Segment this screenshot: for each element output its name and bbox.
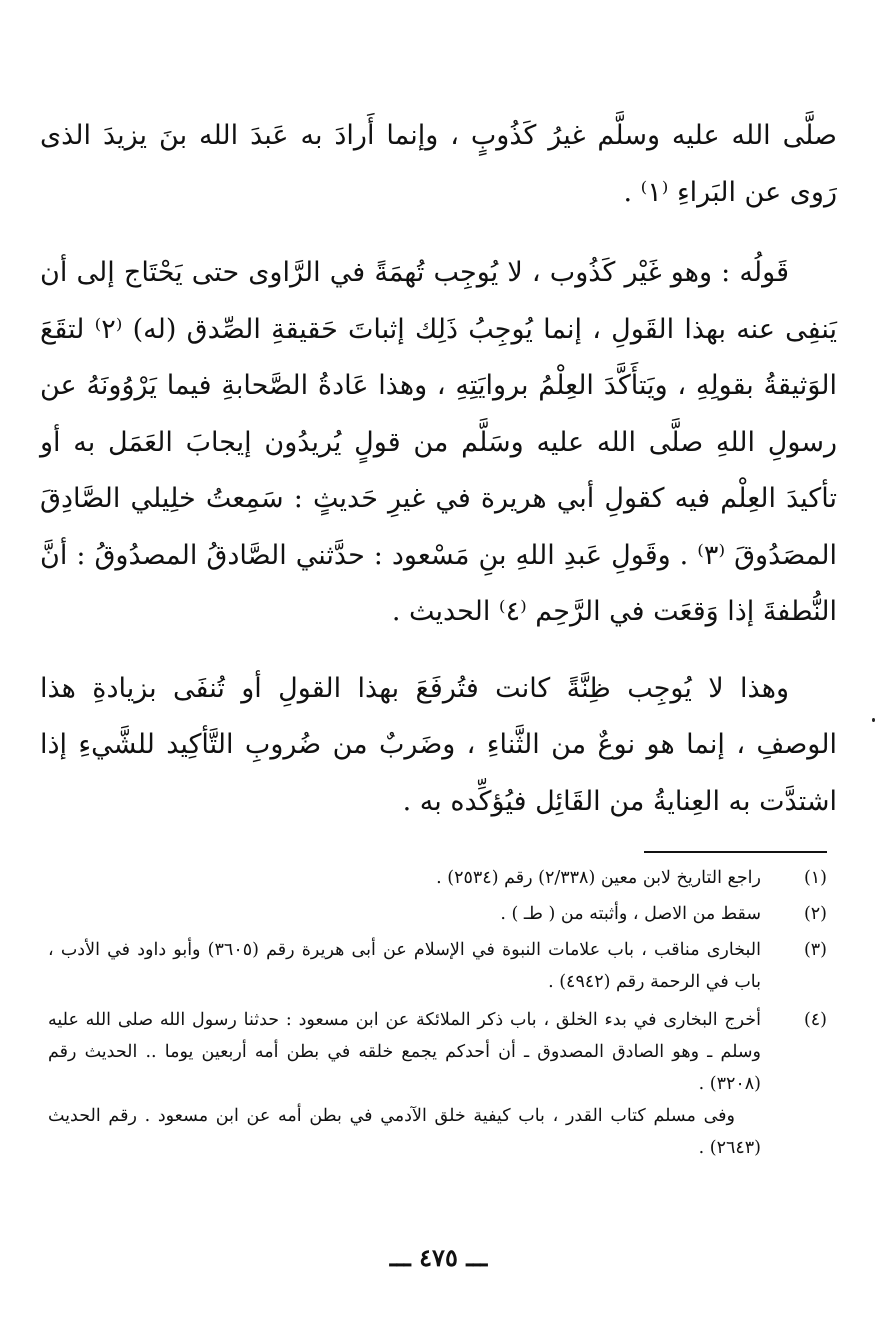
- footnote-number: (٤): [803, 1010, 827, 1030]
- footnote-number: (١): [803, 868, 827, 888]
- footnotes: [48, 862, 827, 1164]
- footnote-4: [48, 1004, 827, 1164]
- footnote-1: [48, 862, 827, 894]
- page-number-dash-right: ـــ: [466, 1243, 488, 1272]
- page-number: [0, 1243, 877, 1272]
- main-text: [40, 108, 837, 830]
- footnote-3: [48, 934, 827, 998]
- footnote-separator: [644, 851, 827, 853]
- scan-speck: [872, 718, 875, 722]
- footnote-text: سقط من الاصل ، وأثبته من ( طـ ) .: [500, 904, 761, 924]
- footnote-text-continued: وفى مسلم كتاب القدر ، باب كيفية خلق الآدمي في بطن أمه عن ابن مسعود . رقم الحديث (٢٦٤٣) .: [48, 1106, 761, 1158]
- footnote-text: أخرج البخارى في بدء الخلق ، باب ذكر الملائكة عن ابن مسعود : حدثنا رسول الله صلى الله عليه وسلم ـ وهو الصادق المصدوق ـ أن أحدكم يجمع خلقه في بطن أمه أربعين يوما .. الحديث رقم (٣٢٠٨) .: [48, 1010, 761, 1094]
- paragraph-1: صلَّى الله عليه وسلَّم غيرُ كَذُوبٍ ، وإنما أَرادَ به عَبدَ الله بنَ يزيدَ الذى رَوى عن البَراءِ ⁽١⁾ .: [40, 120, 837, 208]
- footnote-2: [48, 898, 827, 930]
- footnote-number: (٢): [803, 904, 827, 924]
- page-number-dash-left: ـــ: [389, 1243, 411, 1272]
- paragraph-2: قَولُه : وهو غَيْر كَذُوب ، لا يُوجِب تُهمَةً في الرَّاوى حتى يَحْتَاج إلى أن يَنفِى عنه بهذا القَولِ ، إنما يُوجِبُ ذَلِك إثباتَ حَقيقةِ الصِّدق (له) ⁽٢⁾ لتقَعَ الوَثيقةُ بقولِهِ ، ويَتأَكَّدَ العِلْمُ بروايَتِهِ ، وهذا عَادةُ الصَّحابةِ فيما يَرْوُونَهُ عن رسولِ اللهِ صلَّى الله عليه وسَلَّم من قولٍ يُريدُون إيجابَ العَمَل به أو تأكيدَ العِلْم فيه كقولِ أبي هريرة في غيرِ حَديثٍ : سَمِعتُ خلِيلي الصَّادِقَ المصَدُوقَ ⁽٣⁾ . وقَولِ عَبدِ اللهِ بنِ مَسْعود : حدَّثني الصَّادقُ المصدُوقُ : أنَّ النُّطفةَ إذا وَقعَت في الرَّحِم ⁽٤⁾ الحديث .: [40, 257, 837, 627]
- footnote-text: البخارى مناقب ، باب علامات النبوة في الإسلام عن أبى هريرة رقم (٣٦٠٥) وأبو داود في الأدب ، باب في الرحمة رقم (٤٩٤٢) .: [48, 940, 761, 992]
- paragraph-3: وهذا لا يُوجِب ظِنَّةً كانت فتُرفَعَ بهذا القولِ أو تُنفَى بزيادةِ هذا الوصفِ ، إنما هو نوعٌ من الثَّناءِ ، وضَربٌ من ضُروبِ التَّأكِيد للشَّيءِ إذا اشتدَّت به العِنايةُ من القَائِل فيُؤكِّده به .: [40, 672, 837, 817]
- footnote-number: (٣): [803, 940, 827, 960]
- footnote-text: راجع التاريخ لابن معين (٢/٣٣٨) رقم (٢٥٣٤) .: [436, 868, 761, 888]
- page-number-value: ٤٧٥: [419, 1243, 458, 1272]
